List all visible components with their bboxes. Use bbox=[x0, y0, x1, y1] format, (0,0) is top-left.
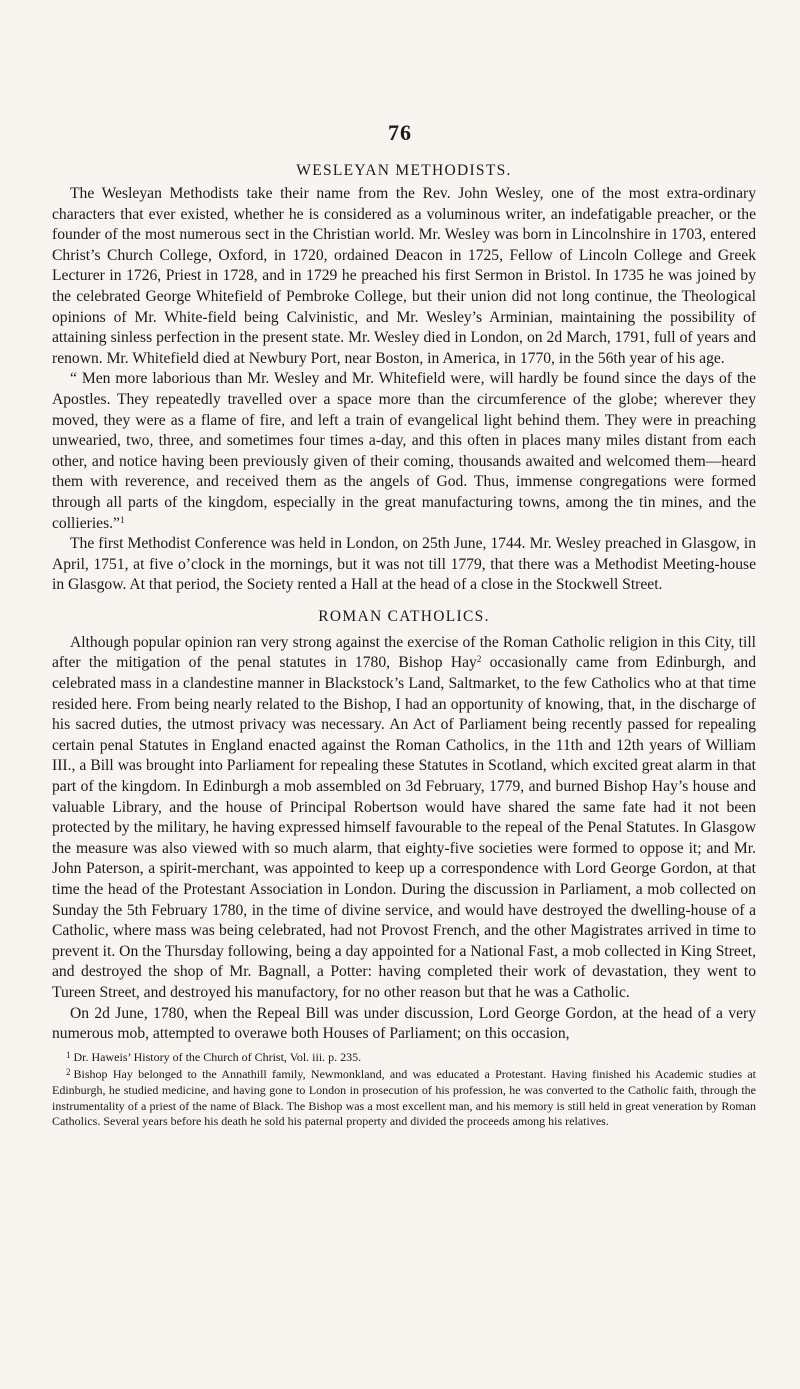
paragraph-repeal-bill: On 2d June, 1780, when the Repeal Bill was under discussion, Lord George Gordon, at the head of a very numerous mob, attempted to overawe both Houses of Parliament; on this occasion, bbox=[52, 1004, 756, 1043]
catholics-text-part-2: occasionally came from Edinburgh, and celebrated mass in a clandestine manner in Blackstock’s Land, Saltmarket, to the few Catholics who at that time resided here. From being nearly related to the Bishop, I had an opportunity of knowing, that, in the discharge of his sacred duties, the utmost privacy was necessary. An Act of Parliament being recently passed for repealing certain penal Statutes in England enacted against the Roman Catholics, in the 11th and 12th years of William III., a Bill was brought into Parliament for repealing these Statutes in Scotland, which excited great alarm in that part of the kingdom. In Edinburgh a mob assembled on 3d February, 1779, and burned Bishop Hay’s house and valuable Library, and the house of Principal Robertson would have shared the same fate had it not been protected by the military, he having expressed himself favourable to the repeal of the Penal Statutes. In Glasgow the measure was also viewed with so much alarm, that eighty-five societies were formed to oppose it; and Mr. John Paterson, a spirit-merchant, was appointed to keep up a correspondence with Lord George Gordon, at that time the head of the Protestant Association in London. During the discussion in Parliament, a mob collected on Sunday the 5th February 1780, in the time of divine service, and would have destroyed the dwelling-house of a Catholic, where mass was being celebrated, had not Provost French, and the other Magistrates arrived in time to prevent it. On the Thursday following, being a day appointed for a National Fast, a mob collected in King Street, and destroyed the shop of Mr. Bagnall, a Potter: having completed their work of devastation, they went to Tureen Street, and destroyed his manufactory, for no other reason but that he was a Catholic. bbox=[52, 654, 756, 1001]
section-heading-roman-catholics: ROMAN CATHOLICS. bbox=[318, 607, 490, 625]
paragraph-wesley-biography: The Wesleyan Methodists take their name from the Rev. John Wesley, one of the most extra-ordinary characters that ever existed, whether he is considered as a voluminous writer, an indefatigable preacher, or the founder of the most numerous sect in the Christian world. Mr. Wesley was born in Lincolnshire in 1703, entered Christ’s Church College, Oxford, in 1720, ordained Deacon in 1725, Fellow of Lincoln College and Greek Lecturer in 1726, Priest in 1728, and in 1729 he preached his first Sermon in Bristol. In 1735 he was joined by the celebrated George Whitefield of Pembroke College, but their union did not long continue, the Theological opinions of Mr. White-field being Calvinistic, and Mr. Wesley’s Arminian, maintaining the possibility of attaining sinless perfection in the present state. Mr. Wesley died in London, on 2d March, 1791, full of years and renown. Mr. Whitefield died at Newbury Port, near Boston, in America, in 1770, in the 56th year of his age. bbox=[52, 185, 756, 367]
footnote-mark-2: 2 bbox=[66, 1067, 71, 1078]
page-content bbox=[52, 162, 756, 1130]
page-number: 76 bbox=[388, 120, 412, 145]
quotation-text: “ Men more laborious than Mr. Wesley and Mr. Whitefield were, will hardly be found since the days of the Apostles. They repeatedly travelled over a space more than the circumference of the globe; wherever they moved, they were as a flame of fire, and left a train of evangelical light behind them. They were in preaching unwearied, two, three, and sometimes four times a-day, and this often in places many miles distant from each other, and notice having been previously given of their coming, thousands awaited and welcomed them—heard them with reverence, and received them as the angels of God. Thus, immense congregations were formed through all parts of the kingdom, especially in the great manufacturing towns, among the tin mines, and the collieries.” bbox=[52, 370, 756, 532]
catholics-text-part-1: Although popular opinion ran very strong against the exercise of the Roman Catholic religion in this City, till after the mitigation of the penal statutes in 1780, Bishop Hay bbox=[52, 633, 756, 672]
footnote-text-2: Bishop Hay belonged to the Annathill family, Newmonkland, and was educated a Protestant. Having finished his Academic studies at Edinburgh, he studied medicine, and having gone to London in prosecution of his profession, he was converted to the Catholic faith, through the instrumentality of a priest of the name of Black. The Bishop was a most excellent man, and his memory is still held in great veneration by Roman Catholics. Several years before his death he sold his paternal property and divided the proceeds among his relatives. bbox=[52, 1067, 756, 1129]
section-heading-wesleyan-methodists: WESLEYAN METHODISTS. bbox=[296, 162, 512, 179]
paragraph-catholics-history bbox=[52, 633, 756, 1004]
footnote-mark-1: 1 bbox=[66, 1049, 71, 1060]
footnote-text-1: Dr. Haweis’ History of the Church of Christ, Vol. iii. p. 235. bbox=[73, 1049, 362, 1064]
footnote-1 bbox=[52, 1048, 756, 1066]
paragraph-wesley-quotation bbox=[52, 369, 756, 534]
footnotes bbox=[52, 1048, 756, 1130]
footnote-ref-1[interactable]: 1 bbox=[119, 514, 125, 525]
footnote-ref-2[interactable]: 2 bbox=[476, 654, 482, 665]
paragraph-methodist-conference: The first Methodist Conference was held in London, on 25th June, 1744. Mr. Wesley preached in Glasgow, in April, 1751, at five o’clock in the mornings, but it was not till 1779, that there was a Methodist Meeting-house in Glasgow. At that period, the Society rented a Hall at the head of a close in the Stockwell Street. bbox=[52, 535, 756, 594]
footnote-2 bbox=[52, 1065, 756, 1129]
